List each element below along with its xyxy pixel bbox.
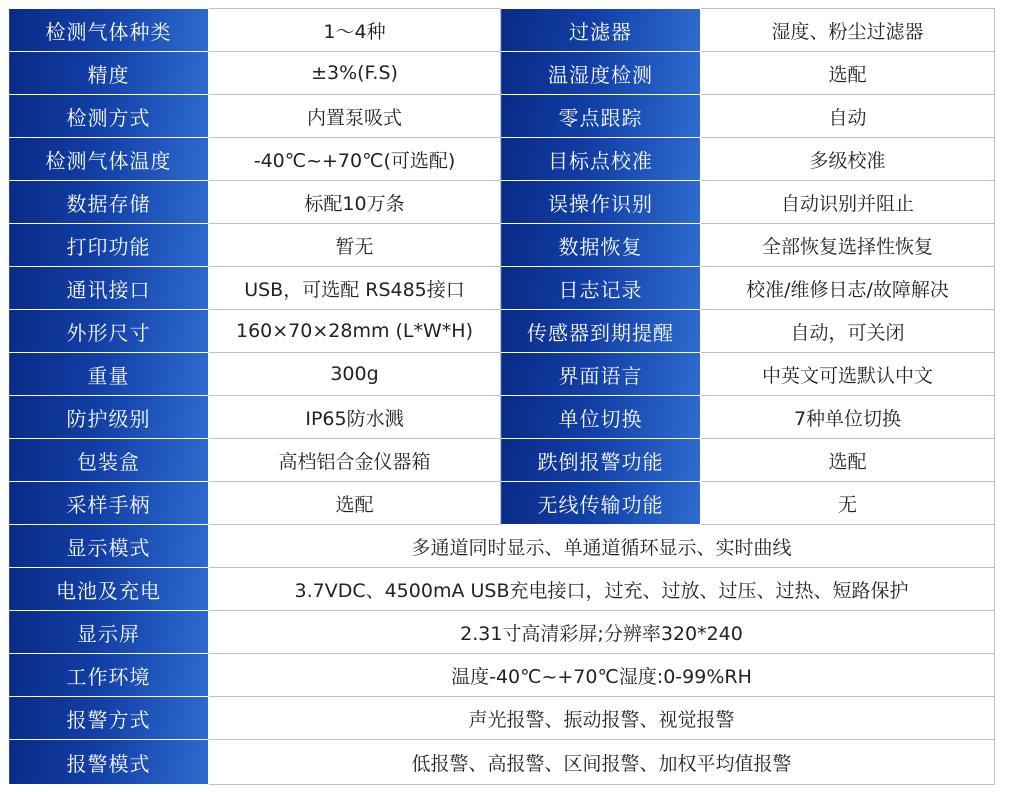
spec-label: 误操作识别 <box>501 181 701 224</box>
spec-value: ±3%(F.S) <box>209 52 501 95</box>
spec-label: 数据恢复 <box>501 224 701 267</box>
spec-value-wide: 2.31寸高清彩屏;分辨率320*240 <box>209 611 995 654</box>
spec-label: 零点跟踪 <box>501 95 701 138</box>
spec-label: 界面语言 <box>501 353 701 396</box>
spec-value-wide: 低报警、高报警、区间报警、加权平均值报警 <box>209 740 995 785</box>
spec-row <box>9 224 995 267</box>
spec-value: 选配 <box>701 439 995 482</box>
spec-row-wide <box>9 697 995 740</box>
spec-label: 检测气体温度 <box>9 138 209 181</box>
spec-value: 自动，可关闭 <box>701 310 995 353</box>
spec-value-wide: 温度-40℃~+70℃湿度:0-99%RH <box>209 654 995 697</box>
spec-value: 中英文可选默认中文 <box>701 353 995 396</box>
spec-label: 传感器到期提醒 <box>501 310 701 353</box>
spec-value: 选配 <box>209 482 501 525</box>
spec-row <box>9 138 995 181</box>
spec-label: 无线传输功能 <box>501 482 701 525</box>
spec-row <box>9 181 995 224</box>
spec-value-wide: 声光报警、振动报警、视觉报警 <box>209 697 995 740</box>
spec-row <box>9 52 995 95</box>
spec-label: 重量 <box>9 353 209 396</box>
spec-label: 检测方式 <box>9 95 209 138</box>
spec-label: 采样手柄 <box>9 482 209 525</box>
spec-label: 过滤器 <box>501 9 701 52</box>
spec-value: -40℃~+70℃(可选配) <box>209 138 501 181</box>
spec-value: 多级校准 <box>701 138 995 181</box>
spec-row <box>9 95 995 138</box>
spec-value: 自动 <box>701 95 995 138</box>
spec-value: 内置泵吸式 <box>209 95 501 138</box>
spec-value: USB，可选配 RS485接口 <box>209 267 501 310</box>
spec-value: IP65防水溅 <box>209 396 501 439</box>
spec-value: 160×70×28mm (L*W*H) <box>209 310 501 353</box>
spec-value: 标配10万条 <box>209 181 501 224</box>
spec-label: 检测气体种类 <box>9 9 209 52</box>
spec-row <box>9 9 995 52</box>
spec-value-wide: 3.7VDC、4500mA USB充电接口，过充、过放、过压、过热、短路保护 <box>209 568 995 611</box>
spec-value: 校准/维修日志/故障解决 <box>701 267 995 310</box>
spec-label: 通讯接口 <box>9 267 209 310</box>
spec-label: 精度 <box>9 52 209 95</box>
spec-value: 全部恢复选择性恢复 <box>701 224 995 267</box>
spec-label: 包装盒 <box>9 439 209 482</box>
spec-label: 报警模式 <box>9 740 209 785</box>
spec-table <box>8 8 995 785</box>
spec-row <box>9 439 995 482</box>
spec-value: 暂无 <box>209 224 501 267</box>
spec-row-wide <box>9 611 995 654</box>
spec-row <box>9 396 995 439</box>
spec-value: 自动识别并阻止 <box>701 181 995 224</box>
spec-row-wide <box>9 525 995 568</box>
spec-label: 电池及充电 <box>9 568 209 611</box>
spec-value: 选配 <box>701 52 995 95</box>
spec-value: 7种单位切换 <box>701 396 995 439</box>
spec-label: 打印功能 <box>9 224 209 267</box>
spec-label: 跌倒报警功能 <box>501 439 701 482</box>
spec-row-wide <box>9 740 995 785</box>
spec-label: 防护级别 <box>9 396 209 439</box>
spec-label: 单位切换 <box>501 396 701 439</box>
spec-value: 无 <box>701 482 995 525</box>
spec-row <box>9 353 995 396</box>
spec-table-body <box>9 9 995 785</box>
spec-label: 显示屏 <box>9 611 209 654</box>
spec-label: 显示模式 <box>9 525 209 568</box>
spec-label: 日志记录 <box>501 267 701 310</box>
spec-row-wide <box>9 654 995 697</box>
spec-label: 外形尺寸 <box>9 310 209 353</box>
spec-value: 湿度、粉尘过滤器 <box>701 9 995 52</box>
spec-label: 温湿度检测 <box>501 52 701 95</box>
spec-label: 数据存储 <box>9 181 209 224</box>
spec-value: 1～4种 <box>209 9 501 52</box>
spec-row <box>9 310 995 353</box>
spec-label: 工作环境 <box>9 654 209 697</box>
spec-label: 报警方式 <box>9 697 209 740</box>
spec-label: 目标点校准 <box>501 138 701 181</box>
spec-row <box>9 482 995 525</box>
spec-value: 300g <box>209 353 501 396</box>
spec-value-wide: 多通道同时显示、单通道循环显示、实时曲线 <box>209 525 995 568</box>
spec-row <box>9 267 995 310</box>
spec-value: 高档铝合金仪器箱 <box>209 439 501 482</box>
spec-row-wide <box>9 568 995 611</box>
